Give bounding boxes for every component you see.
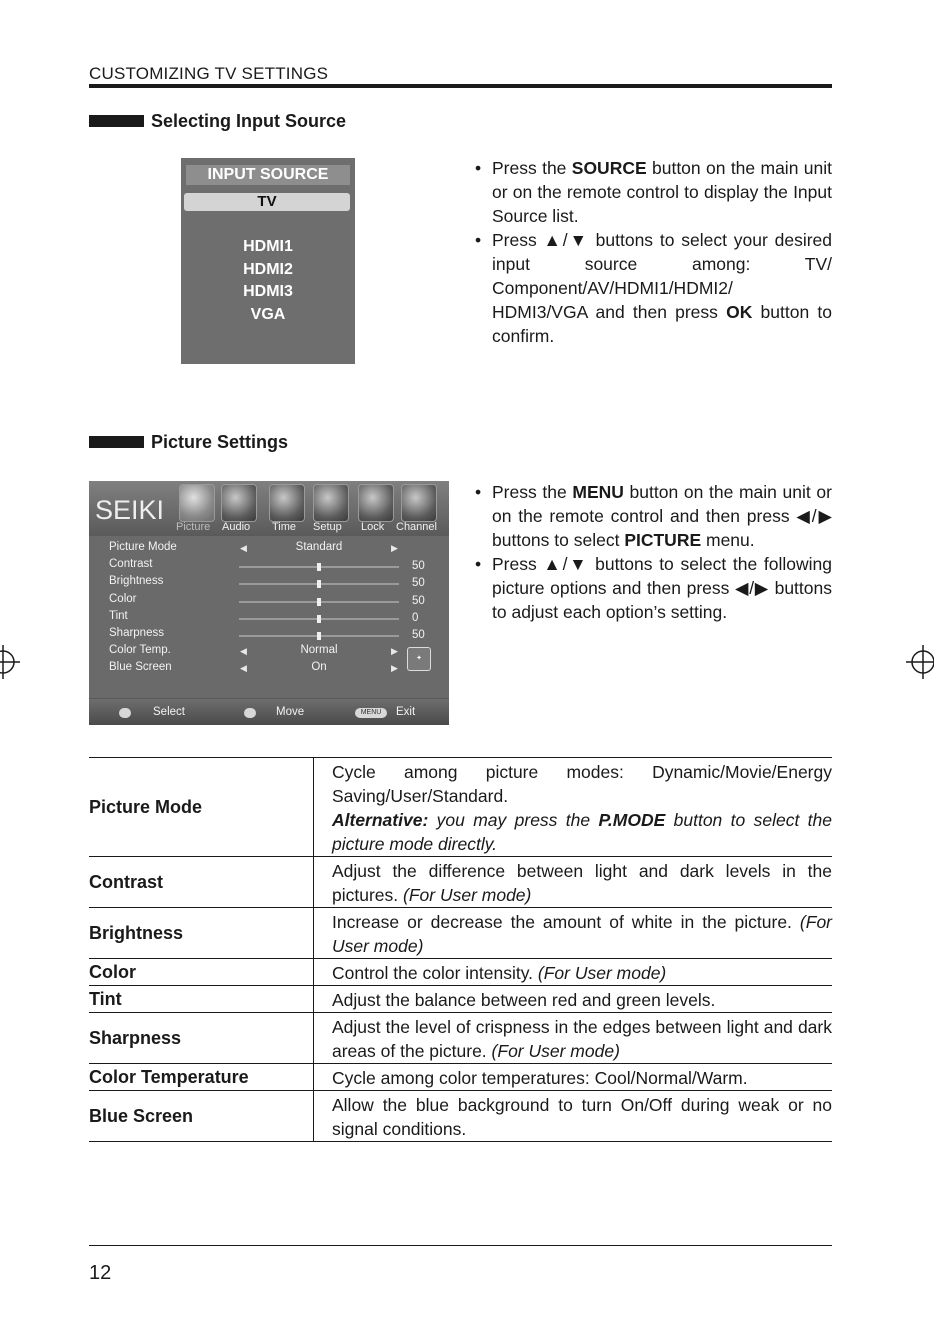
- table-description: Cycle among color temperatures: Cool/Normal/Warm.: [332, 1068, 748, 1088]
- input-source-selected: TV: [184, 193, 350, 211]
- table-row: [89, 857, 832, 908]
- page-header-title: CUSTOMIZING TV SETTINGS: [89, 64, 329, 83]
- osd-row-value: 0: [412, 611, 419, 624]
- section-title-picture-settings: Picture Settings: [151, 432, 289, 452]
- input-source-item: HDMI2: [243, 261, 293, 278]
- right-arrow-icon: ▶: [391, 543, 398, 553]
- osd-settings-list: [89, 536, 449, 698]
- right-arrow-icon: ▶: [391, 663, 398, 674]
- table-term: Tint: [89, 986, 314, 1012]
- input-source-item: HDMI3: [243, 283, 293, 300]
- osd-row-label: Contrast: [109, 558, 153, 571]
- table-row: [89, 986, 832, 1013]
- table-term: Sharpness: [89, 1013, 314, 1063]
- osd-row-label: Sharpness: [109, 627, 164, 639]
- osd-tab-time: Time: [272, 521, 297, 533]
- osd-slider-knob: [317, 632, 321, 640]
- table-note: (For User mode): [403, 885, 532, 905]
- menu-key-icon: MENU: [355, 708, 387, 718]
- section-title-input-source: Selecting Input Source: [151, 111, 347, 131]
- osd-tab-setup: Setup: [313, 521, 342, 533]
- audio-icon: [221, 484, 257, 522]
- table-term: Contrast: [89, 857, 314, 907]
- time-icon: [269, 484, 305, 522]
- registration-mark-icon: [0, 645, 20, 679]
- osd-footer-move: Move: [276, 706, 305, 718]
- bullet-item: • Press ▲/▼ buttons to select your desired input source among: TV/ Component/AV/HDMI1/HDMI2/ HDMI3/VGA and then press OK button to confirm.: [473, 228, 832, 348]
- table-row: [89, 757, 832, 857]
- input-source-menu: [181, 158, 355, 364]
- table-row: [89, 1013, 832, 1064]
- table-alternative-note: Alternative: you may press the P.MODE button to select the picture mode directly.: [332, 810, 832, 854]
- osd-row-value: Standard: [295, 541, 343, 553]
- osd-row-value: On: [311, 661, 327, 674]
- input-source-instructions: [473, 156, 832, 348]
- section-marker: [89, 115, 144, 127]
- up-down-buttons-icon: [119, 708, 131, 718]
- page-number: 12: [89, 1262, 112, 1284]
- picture-osd-menu: [89, 481, 449, 725]
- table-description: Control the color intensity. (For User mode): [332, 963, 667, 983]
- osd-row-label: Color Temp.: [109, 644, 171, 657]
- osd-tab-audio: Audio: [222, 521, 251, 533]
- osd-tab-bar: [89, 481, 449, 536]
- osd-row-value: Normal: [300, 644, 338, 657]
- header-rule: [89, 84, 832, 88]
- left-arrow-icon: ◀: [240, 663, 247, 674]
- seiki-logo: SEIKI: [95, 495, 165, 525]
- lock-icon: [358, 484, 394, 522]
- table-row: [89, 1091, 832, 1142]
- table-term: Color: [89, 959, 314, 985]
- table-row: [89, 1064, 832, 1091]
- osd-row-value: 50: [412, 560, 425, 573]
- osd-row-value: 50: [412, 577, 425, 590]
- table-description: Increase or decrease the amount of white in the picture. (For User mode): [332, 912, 832, 956]
- table-term: Blue Screen: [89, 1091, 314, 1141]
- footer-rule: [89, 1245, 832, 1246]
- table-term: Picture Mode: [89, 758, 314, 856]
- osd-footer-exit: Exit: [396, 706, 416, 718]
- osd-row-label: Tint: [109, 609, 128, 622]
- osd-footer: [89, 699, 449, 725]
- table-row: [89, 959, 832, 986]
- input-source-item: VGA: [250, 306, 286, 323]
- osd-row-label: Picture Mode: [109, 541, 177, 553]
- picture-icon: [179, 484, 215, 522]
- table-description: Adjust the balance between red and green levels.: [332, 990, 716, 1010]
- table-note: (For User mode): [332, 912, 832, 956]
- setup-icon: [313, 484, 349, 522]
- input-source-heading: INPUT SOURCE: [186, 165, 350, 185]
- table-note: (For User mode): [491, 1041, 620, 1061]
- table-description: Allow the blue background to turn On/Off during weak or no signal conditions.: [332, 1095, 832, 1139]
- osd-slider-knob: [317, 615, 321, 623]
- osd-slider-knob: [317, 580, 321, 588]
- right-arrow-icon: ▶: [391, 646, 398, 657]
- bullet-item: • Press the MENU button on the main unit or on the remote control and then press ◀/▶ buttons to select PICTURE menu.: [473, 480, 832, 552]
- osd-row-value: 50: [412, 629, 425, 641]
- input-source-item: HDMI1: [243, 238, 293, 255]
- osd-tab-picture: Picture: [176, 521, 211, 533]
- osd-tab-lock: Lock: [361, 521, 385, 533]
- osd-row-label: Brightness: [109, 575, 164, 588]
- energy-star-icon: ✦: [407, 647, 431, 671]
- table-description: Adjust the difference between light and dark levels in the pictures. (For User mode): [332, 861, 832, 905]
- osd-footer-select: Select: [153, 706, 185, 718]
- osd-row-label: Blue Screen: [109, 661, 172, 674]
- osd-row-label: Color: [109, 592, 137, 605]
- bullet-item: • Press the SOURCE button on the main unit or on the remote control to display the Input Source list.: [473, 156, 832, 228]
- table-term: Brightness: [89, 908, 314, 958]
- registration-mark-icon: [906, 645, 934, 679]
- table-description: Adjust the level of crispness in the edges between light and dark areas of the picture. (For User mode): [332, 1017, 832, 1061]
- table-term: Color Temperature: [89, 1064, 314, 1090]
- section-marker: [89, 436, 144, 448]
- table-description: Cycle among picture modes: Dynamic/Movie/Energy Saving/User/Standard. Alternative: you may press the P.MODE button to select the picture mode directly.: [332, 762, 832, 854]
- bullet-item: • Press ▲/▼ buttons to select the following picture options and then press ◀/▶ buttons to adjust each option’s setting.: [473, 552, 832, 624]
- left-right-buttons-icon: [244, 708, 256, 718]
- left-arrow-icon: ◀: [240, 543, 247, 553]
- left-arrow-icon: ◀: [240, 646, 247, 657]
- picture-settings-instructions: [473, 480, 832, 624]
- table-row: [89, 908, 832, 959]
- picture-settings-table: [89, 757, 832, 1142]
- osd-tab-channel: Channel: [396, 521, 437, 533]
- osd-slider-knob: [317, 598, 321, 606]
- table-note: (For User mode): [537, 963, 667, 983]
- channel-icon: [401, 484, 437, 522]
- osd-slider-knob: [317, 563, 321, 571]
- osd-row-value: 50: [412, 594, 425, 607]
